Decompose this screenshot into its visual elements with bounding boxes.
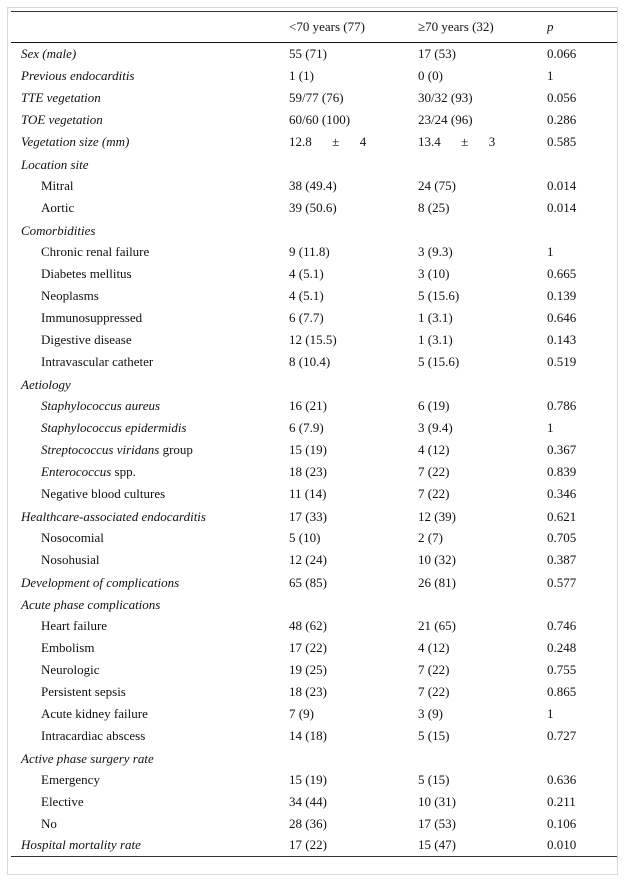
cell-70-plus: 26 (81)	[418, 574, 456, 590]
cell-70-plus: 3 (10)	[418, 265, 450, 281]
cell-70-plus: 7 (22)	[418, 661, 450, 677]
cell-70-plus: 0 (0)	[418, 67, 443, 83]
cell-70-plus: 10 (31)	[418, 793, 456, 809]
row-label: Intravascular catheter	[41, 353, 154, 369]
group-heading: Location site	[21, 156, 89, 172]
cell-under-70: 38 (49.4)	[289, 177, 337, 193]
cell-under-70: 59/77 (76)	[289, 89, 344, 105]
header-row	[11, 12, 617, 43]
table-row	[11, 131, 617, 153]
row-label: Embolism	[41, 639, 95, 655]
cell-70-plus	[408, 131, 537, 153]
group-heading: Acute phase complications	[21, 596, 161, 612]
table-row	[11, 637, 617, 659]
table-row	[11, 703, 617, 725]
cell-p-value: 0.621	[547, 508, 577, 524]
cell-70-plus: 3 (9.4)	[418, 419, 453, 435]
row-label: Previous endocarditis	[21, 67, 135, 83]
table-row	[11, 483, 617, 505]
table-row	[11, 395, 617, 417]
row-label: Persistent sepsis	[41, 683, 126, 699]
cell-under-70: 17 (22)	[289, 639, 327, 655]
cell-under-70: 8 (10.4)	[289, 353, 331, 369]
cell-70-plus: 7 (22)	[418, 683, 450, 699]
cell-under-70: 60/60 (100)	[289, 111, 351, 127]
cell-p-value: 0.705	[547, 529, 577, 545]
table-row	[11, 615, 617, 637]
group-heading-row	[11, 219, 617, 241]
table-row	[11, 461, 617, 483]
table-row	[11, 725, 617, 747]
organism-name: Enterococcus	[41, 463, 112, 479]
mean-value: 13.4	[418, 133, 441, 149]
table-body	[11, 43, 617, 857]
cell-70-plus: 21 (65)	[418, 617, 456, 633]
cell-p-value: 0.211	[547, 793, 576, 809]
table-row	[11, 65, 617, 87]
cell-70-plus: 5 (15)	[418, 771, 450, 787]
cell-under-70: 15 (19)	[289, 441, 327, 457]
cell-p-value: 0.367	[547, 441, 577, 457]
cell-under-70: 39 (50.6)	[289, 199, 337, 215]
cell-70-plus: 12 (39)	[418, 508, 456, 524]
table-row	[11, 307, 617, 329]
cell-p-value: 1	[547, 243, 554, 259]
cell-p-value: 1	[547, 705, 554, 721]
cell-under-70: 9 (11.8)	[289, 243, 330, 259]
cell-70-plus: 8 (25)	[418, 199, 450, 215]
cell-under-70: 18 (23)	[289, 463, 327, 479]
row-label: Immunosuppressed	[41, 309, 143, 325]
cell-under-70	[279, 131, 408, 153]
group-heading: Comorbidities	[21, 222, 96, 238]
cell-under-70: 28 (36)	[289, 815, 327, 831]
table-row	[11, 681, 617, 703]
organism-name: Streptococcus viridans	[41, 441, 160, 457]
header-p-value: p	[537, 12, 617, 43]
table-row	[11, 769, 617, 791]
cell-p-value: 0.387	[547, 551, 577, 567]
table-row	[11, 439, 617, 461]
cell-70-plus: 5 (15)	[418, 727, 450, 743]
cell-70-plus: 1 (3.1)	[418, 331, 453, 347]
cell-p-value: 0.248	[547, 639, 577, 655]
cell-70-plus: 1 (3.1)	[418, 309, 453, 325]
table-row	[11, 505, 617, 527]
row-label: Chronic renal failure	[41, 243, 150, 259]
cell-under-70: 6 (7.9)	[289, 419, 324, 435]
table-row	[11, 659, 617, 681]
cell-p-value: 0.636	[547, 771, 577, 787]
row-label: Acute kidney failure	[41, 705, 148, 721]
cell-under-70: 14 (18)	[289, 727, 327, 743]
table-row	[11, 285, 617, 307]
table-row	[11, 197, 617, 219]
row-label: Heart failure	[41, 617, 108, 633]
table-row	[11, 813, 617, 835]
cell-p-value: 0.727	[547, 727, 577, 743]
cell-under-70: 1 (1)	[289, 67, 314, 83]
cell-70-plus: 24 (75)	[418, 177, 456, 193]
cell-70-plus: 3 (9.3)	[418, 243, 453, 259]
header-empty	[11, 12, 279, 43]
group-heading-row	[11, 747, 617, 769]
cell-under-70: 48 (62)	[289, 617, 327, 633]
row-label: Elective	[41, 793, 84, 809]
cell-p-value: 0.577	[547, 574, 577, 590]
organism-suffix: group	[159, 441, 193, 457]
row-label: Emergency	[41, 771, 100, 787]
table-row	[11, 527, 617, 549]
cell-under-70: 4 (5.1)	[289, 287, 324, 303]
row-label: Sex (male)	[21, 45, 77, 61]
cell-under-70: 15 (19)	[289, 771, 327, 787]
cell-under-70: 5 (10)	[289, 529, 321, 545]
row-label: Neoplasms	[41, 287, 99, 303]
cell-70-plus: 5 (15.6)	[418, 287, 460, 303]
cell-p-value: 0.066	[547, 45, 577, 61]
row-label: Diabetes mellitus	[41, 265, 132, 281]
cell-p-value: 0.106	[547, 815, 577, 831]
cell-70-plus: 4 (12)	[418, 639, 450, 655]
cell-70-plus: 17 (53)	[418, 45, 456, 61]
header-under-70: <70 years (77)	[279, 12, 408, 43]
row-label	[11, 461, 279, 483]
cell-under-70: 55 (71)	[289, 45, 327, 61]
cell-under-70: 7 (9)	[289, 705, 314, 721]
group-heading-row	[11, 593, 617, 615]
cell-under-70: 34 (44)	[289, 793, 327, 809]
group-heading-row	[11, 153, 617, 175]
cell-under-70: 17 (33)	[289, 508, 327, 524]
cell-p-value: 0.056	[547, 89, 577, 105]
row-label	[11, 439, 279, 461]
cell-p-value: 0.646	[547, 309, 577, 325]
cell-70-plus: 7 (22)	[418, 463, 450, 479]
row-label: Nosohusial	[41, 551, 100, 567]
cell-p-value: 0.014	[547, 199, 577, 215]
plus-minus-sign: ±	[332, 133, 340, 149]
cell-p-value: 1	[547, 67, 554, 83]
cell-70-plus: 30/32 (93)	[418, 89, 473, 105]
row-label: Neurologic	[41, 661, 100, 677]
cell-70-plus: 5 (15.6)	[418, 353, 460, 369]
cell-under-70: 6 (7.7)	[289, 309, 324, 325]
cell-70-plus: 2 (7)	[418, 529, 443, 545]
cell-under-70: 17 (22)	[279, 835, 408, 857]
cell-under-70: 16 (21)	[289, 397, 327, 413]
cell-70-plus: 10 (32)	[418, 551, 456, 567]
cell-under-70: 12 (24)	[289, 551, 327, 567]
row-label: TOE vegetation	[21, 111, 103, 127]
cell-p-value: 0.665	[547, 265, 577, 281]
cell-p-value: 0.519	[547, 353, 577, 369]
table-row	[11, 109, 617, 131]
cell-p-value: 0.139	[547, 287, 577, 303]
cell-p-value: 0.010	[537, 835, 617, 857]
table-row	[11, 549, 617, 571]
cell-70-plus: 6 (19)	[418, 397, 450, 413]
row-label: Healthcare-associated endocarditis	[21, 508, 206, 524]
table-row	[11, 263, 617, 285]
table-row	[11, 417, 617, 439]
cell-p-value: 0.755	[547, 661, 577, 677]
row-label: Intracardiac abscess	[41, 727, 146, 743]
group-heading: Active phase surgery rate	[21, 750, 154, 766]
cell-p-value: 0.014	[547, 177, 577, 193]
row-label: No	[41, 815, 57, 831]
cell-p-value: 0.346	[547, 485, 577, 501]
sd-value: 3	[488, 133, 496, 149]
table-row	[11, 43, 617, 65]
cell-p-value: 0.865	[547, 683, 577, 699]
table-row	[11, 571, 617, 593]
row-label: Staphylococcus aureus	[41, 397, 161, 413]
table-row	[11, 241, 617, 263]
cell-p-value: 0.746	[547, 617, 577, 633]
table-row	[11, 175, 617, 197]
cell-under-70: 11 (14)	[289, 485, 327, 501]
row-label: Negative blood cultures	[41, 485, 166, 501]
row-label: Development of complications	[21, 574, 180, 590]
row-label: Vegetation size (mm)	[21, 133, 130, 149]
cell-under-70: 18 (23)	[289, 683, 327, 699]
row-label: Hospital mortality rate	[11, 835, 279, 857]
table-row	[11, 87, 617, 109]
group-heading-row	[11, 373, 617, 395]
comparison-table	[11, 11, 617, 857]
cell-p-value: 1	[547, 419, 554, 435]
cell-under-70: 4 (5.1)	[289, 265, 324, 281]
table-row	[11, 791, 617, 813]
group-heading: Aetiology	[21, 376, 71, 392]
table-row	[11, 351, 617, 373]
cell-p-value: 0.143	[547, 331, 577, 347]
plus-minus-sign: ±	[461, 133, 469, 149]
cell-70-plus: 17 (53)	[418, 815, 456, 831]
cell-under-70: 19 (25)	[289, 661, 327, 677]
cell-70-plus: 4 (12)	[418, 441, 450, 457]
row-label: Nosocomial	[41, 529, 104, 545]
cell-p-value: 0.786	[547, 397, 577, 413]
cell-p-value: 0.286	[547, 111, 577, 127]
row-label: Digestive disease	[41, 331, 132, 347]
cell-under-70: 65 (85)	[289, 574, 327, 590]
row-label: TTE vegetation	[21, 89, 101, 105]
row-label: Staphylococcus epidermidis	[41, 419, 187, 435]
cell-under-70: 12 (15.5)	[289, 331, 337, 347]
cell-p-value: 0.585	[547, 133, 577, 149]
table-row	[11, 835, 617, 857]
table-row	[11, 329, 617, 351]
organism-suffix: spp.	[111, 463, 136, 479]
cell-70-plus: 3 (9)	[418, 705, 443, 721]
mean-value: 12.8	[289, 133, 312, 149]
cell-70-plus: 15 (47)	[408, 835, 537, 857]
sd-value: 4	[359, 133, 367, 149]
table-header	[11, 12, 617, 43]
header-70-plus: ≥70 years (32)	[408, 12, 537, 43]
cell-70-plus: 7 (22)	[418, 485, 450, 501]
row-label: Mitral	[41, 177, 74, 193]
cell-70-plus: 23/24 (96)	[418, 111, 473, 127]
row-label: Aortic	[41, 199, 75, 215]
cell-p-value: 0.839	[547, 463, 577, 479]
